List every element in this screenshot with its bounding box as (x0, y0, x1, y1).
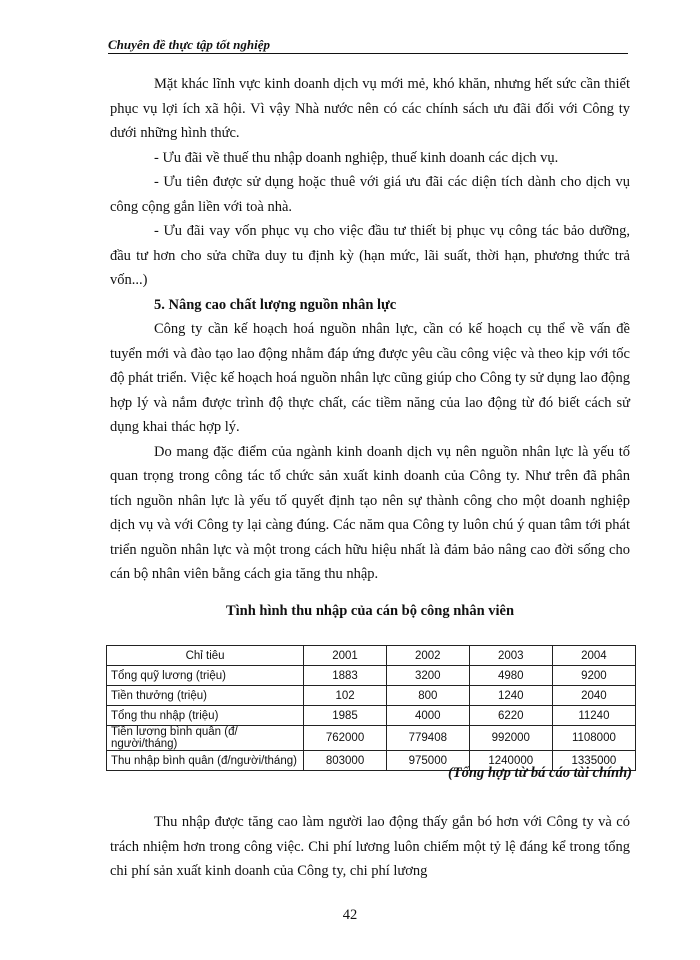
table-cell: 1335000 (552, 751, 635, 771)
table-header-row (107, 646, 636, 666)
table-cell: 4000 (386, 706, 469, 726)
running-header: Chuyên đề thực tập tốt nghiệp (108, 38, 628, 54)
table-cell: 800 (386, 686, 469, 706)
bullet-paragraph: - Ưu đãi về thuế thu nhập doanh nghiệp, thuế kinh doanh các dịch vụ. (154, 149, 559, 166)
table-cell: 102 (304, 686, 387, 706)
header-cell: 2003 (469, 646, 552, 666)
table-cell: 4980 (469, 666, 552, 686)
row-label: Tiền lương bình quân (đ/ người/tháng) (107, 726, 304, 751)
header-cell: 2001 (304, 646, 387, 666)
table-cell: 1108000 (552, 726, 635, 751)
body-text (110, 72, 630, 587)
table-row (107, 686, 636, 706)
table-cell: 6220 (469, 706, 552, 726)
row-label: Tổng thu nhập (triệu) (107, 706, 304, 726)
table-cell: 1883 (304, 666, 387, 686)
section-heading: 5. Nâng cao chất lượng nguồn nhân lực (154, 296, 397, 313)
row-label: Tổng quỹ lương (triệu) (107, 666, 304, 686)
bullet-paragraph: - Ưu đãi vay vốn phục vụ cho việc đầu tư thiết bị phục vụ công tác bảo dưỡng, đầu tư hơn cho sửa chữa duy tu định kỳ (hạn mức, lãi suất, thời hạn, phương thức trả vốn...) (110, 223, 630, 288)
table-cell: 11240 (552, 706, 635, 726)
table-row (107, 726, 636, 751)
table-cell: 779408 (386, 726, 469, 751)
paragraph: Do mang đặc điểm của ngành kinh doanh dịch vụ nên nguồn nhân lực là yếu tố quan trọng trong công tác tổ chức sản xuất kinh doanh của Công ty. Như trên đã phân tích nguồn nhân lực là yếu tố quyết định tạo nên sự thành công cho một doanh nghiệp dịch vụ và với Công ty lại càng đúng. Các năm qua Công ty luôn chú ý quan tâm tới phát triển nguồn nhân lực và một trong cách hữu hiệu nhất là đảm bảo nâng cao đời sống cho cán bộ nhân viên bằng cách gia tăng thu nhập. (110, 443, 630, 582)
table-cell: 992000 (469, 726, 552, 751)
table-cell: 2040 (552, 686, 635, 706)
row-label: Thu nhập bình quân (đ/người/tháng) (107, 751, 304, 771)
paragraph: Thu nhập được tăng cao làm người lao động thấy gắn bó hơn với Công ty và có trách nhiệm hơn trong công việc. Chi phí lương luôn chiếm một tỷ lệ đáng kể trong tổng chi phí sản xuất kinh doanh của Công ty, chi phí lương (110, 814, 630, 879)
income-table (106, 645, 636, 771)
table-cell: 762000 (304, 726, 387, 751)
table-cell: 1240 (469, 686, 552, 706)
table-row (107, 666, 636, 686)
header-cell: Chỉ tiêu (107, 646, 304, 666)
paragraph: Công ty cần kế hoạch hoá nguồn nhân lực, cần có kế hoạch cụ thể về vấn đề tuyển mới và đào tạo lao động nhằm đáp ứng được yêu cầu công việc và theo kịp với tốc độ phát triển. Việc kế hoạch hoá nguồn nhân lực cũng giúp cho Công ty sử dụng lao động hợp lý và nắm được trình độ thực chất, các tiềm năng của lao động từ đó biết cách sử dụng khai thác hợp lý. (110, 321, 630, 435)
header-cell: 2004 (552, 646, 635, 666)
table-cell: 1240000 (469, 751, 552, 771)
table-cell: 3200 (386, 666, 469, 686)
bullet-paragraph: - Ưu tiên được sử dụng hoặc thuê với giá ưu đãi các diện tích dành cho dịch vụ công cộng gắn liền với toà nhà. (110, 174, 630, 215)
closing-text (110, 810, 630, 884)
table-cell: 1985 (304, 706, 387, 726)
page-number: 42 (342, 907, 358, 923)
row-label: Tiền thưởng (triệu) (107, 686, 304, 706)
table-cell: 975000 (386, 751, 469, 771)
table-row (107, 706, 636, 726)
table-title: Tình hình thu nhập của cán bộ công nhân viên (225, 603, 515, 619)
header-cell: 2002 (386, 646, 469, 666)
table-cell: 803000 (304, 751, 387, 771)
table-source-note: (Tổng hợp từ bá cáo tài chính) (447, 765, 632, 781)
paragraph: Mặt khác lĩnh vực kinh doanh dịch vụ mới mẻ, khó khăn, nhưng hết sức cần thiết phục vụ lợi ích xã hội. Vì vậy Nhà nước nên có các chính sách ưu đãi đối với Công ty dưới những hình thức. (110, 76, 630, 141)
table-cell: 9200 (552, 666, 635, 686)
